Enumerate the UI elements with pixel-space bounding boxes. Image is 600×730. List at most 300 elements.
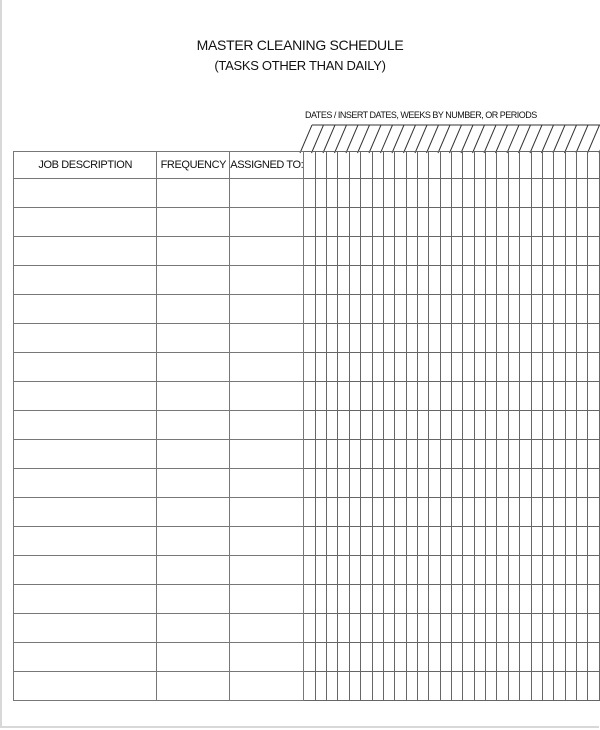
date-header-cell[interactable]	[576, 152, 587, 179]
frequency-cell[interactable]	[157, 382, 230, 411]
date-cell[interactable]	[508, 382, 519, 411]
date-cell[interactable]	[508, 237, 519, 266]
date-cell[interactable]	[417, 382, 428, 411]
date-cell[interactable]	[327, 614, 338, 643]
date-cell[interactable]	[315, 527, 326, 556]
date-cell[interactable]	[542, 556, 553, 585]
date-cell[interactable]	[554, 672, 565, 701]
date-cell[interactable]	[588, 469, 600, 498]
date-cell[interactable]	[383, 411, 394, 440]
date-cell[interactable]	[395, 527, 406, 556]
date-cell[interactable]	[520, 556, 531, 585]
job-description-cell[interactable]	[14, 324, 157, 353]
date-cell[interactable]	[554, 295, 565, 324]
date-cell[interactable]	[463, 411, 474, 440]
date-header-cell[interactable]	[531, 152, 542, 179]
date-cell[interactable]	[327, 527, 338, 556]
date-header-cell[interactable]	[429, 152, 440, 179]
date-cell[interactable]	[542, 498, 553, 527]
date-cell[interactable]	[327, 411, 338, 440]
date-cell[interactable]	[327, 237, 338, 266]
date-header-cell[interactable]	[417, 152, 428, 179]
date-cell[interactable]	[361, 382, 372, 411]
date-cell[interactable]	[327, 266, 338, 295]
date-cell[interactable]	[531, 179, 542, 208]
date-cell[interactable]	[463, 440, 474, 469]
date-cell[interactable]	[349, 179, 360, 208]
date-cell[interactable]	[463, 556, 474, 585]
date-cell[interactable]	[463, 208, 474, 237]
date-cell[interactable]	[440, 556, 451, 585]
date-cell[interactable]	[440, 382, 451, 411]
date-cell[interactable]	[531, 295, 542, 324]
date-cell[interactable]	[315, 353, 326, 382]
date-cell[interactable]	[565, 643, 576, 672]
date-cell[interactable]	[474, 237, 485, 266]
date-cell[interactable]	[497, 556, 508, 585]
frequency-cell[interactable]	[157, 411, 230, 440]
date-cell[interactable]	[338, 411, 349, 440]
date-cell[interactable]	[554, 469, 565, 498]
date-cell[interactable]	[315, 469, 326, 498]
date-cell[interactable]	[383, 237, 394, 266]
date-cell[interactable]	[531, 527, 542, 556]
date-cell[interactable]	[576, 295, 587, 324]
assigned-to-cell[interactable]	[230, 527, 304, 556]
date-cell[interactable]	[417, 353, 428, 382]
date-cell[interactable]	[452, 411, 463, 440]
date-cell[interactable]	[440, 237, 451, 266]
date-cell[interactable]	[327, 469, 338, 498]
date-cell[interactable]	[372, 614, 383, 643]
date-cell[interactable]	[576, 353, 587, 382]
date-cell[interactable]	[417, 411, 428, 440]
date-cell[interactable]	[452, 237, 463, 266]
date-cell[interactable]	[474, 353, 485, 382]
date-cell[interactable]	[429, 672, 440, 701]
date-cell[interactable]	[440, 643, 451, 672]
date-header-cell[interactable]	[486, 152, 497, 179]
date-cell[interactable]	[565, 585, 576, 614]
job-description-cell[interactable]	[14, 585, 157, 614]
date-cell[interactable]	[497, 295, 508, 324]
frequency-cell[interactable]	[157, 556, 230, 585]
date-cell[interactable]	[338, 672, 349, 701]
date-cell[interactable]	[486, 295, 497, 324]
date-cell[interactable]	[531, 411, 542, 440]
date-cell[interactable]	[383, 353, 394, 382]
date-cell[interactable]	[383, 469, 394, 498]
frequency-cell[interactable]	[157, 324, 230, 353]
assigned-to-cell[interactable]	[230, 411, 304, 440]
date-cell[interactable]	[395, 295, 406, 324]
date-cell[interactable]	[452, 324, 463, 353]
date-cell[interactable]	[542, 614, 553, 643]
date-cell[interactable]	[338, 179, 349, 208]
date-cell[interactable]	[508, 498, 519, 527]
date-cell[interactable]	[406, 324, 417, 353]
date-cell[interactable]	[349, 208, 360, 237]
date-cell[interactable]	[440, 353, 451, 382]
date-cell[interactable]	[531, 324, 542, 353]
assigned-to-cell[interactable]	[230, 498, 304, 527]
date-cell[interactable]	[429, 411, 440, 440]
date-cell[interactable]	[304, 585, 315, 614]
date-cell[interactable]	[565, 208, 576, 237]
date-cell[interactable]	[361, 440, 372, 469]
date-cell[interactable]	[463, 295, 474, 324]
date-cell[interactable]	[463, 527, 474, 556]
date-cell[interactable]	[463, 614, 474, 643]
date-cell[interactable]	[531, 382, 542, 411]
date-cell[interactable]	[417, 324, 428, 353]
date-cell[interactable]	[327, 324, 338, 353]
date-cell[interactable]	[486, 614, 497, 643]
date-cell[interactable]	[542, 237, 553, 266]
date-cell[interactable]	[349, 585, 360, 614]
date-cell[interactable]	[576, 527, 587, 556]
date-cell[interactable]	[542, 353, 553, 382]
date-cell[interactable]	[474, 208, 485, 237]
date-cell[interactable]	[417, 237, 428, 266]
date-cell[interactable]	[349, 469, 360, 498]
date-cell[interactable]	[338, 556, 349, 585]
date-cell[interactable]	[406, 643, 417, 672]
date-cell[interactable]	[349, 295, 360, 324]
date-cell[interactable]	[372, 556, 383, 585]
date-cell[interactable]	[452, 672, 463, 701]
date-cell[interactable]	[497, 382, 508, 411]
date-cell[interactable]	[361, 295, 372, 324]
date-cell[interactable]	[304, 382, 315, 411]
date-cell[interactable]	[474, 643, 485, 672]
date-cell[interactable]	[554, 614, 565, 643]
date-cell[interactable]	[429, 556, 440, 585]
date-cell[interactable]	[474, 179, 485, 208]
date-cell[interactable]	[327, 382, 338, 411]
date-cell[interactable]	[508, 266, 519, 295]
date-cell[interactable]	[440, 469, 451, 498]
date-cell[interactable]	[452, 295, 463, 324]
date-cell[interactable]	[304, 469, 315, 498]
date-cell[interactable]	[565, 353, 576, 382]
date-cell[interactable]	[520, 382, 531, 411]
date-cell[interactable]	[508, 411, 519, 440]
date-cell[interactable]	[497, 469, 508, 498]
date-cell[interactable]	[429, 643, 440, 672]
date-cell[interactable]	[497, 179, 508, 208]
date-cell[interactable]	[508, 295, 519, 324]
job-description-cell[interactable]	[14, 556, 157, 585]
date-cell[interactable]	[588, 614, 600, 643]
date-cell[interactable]	[542, 440, 553, 469]
date-cell[interactable]	[452, 382, 463, 411]
date-cell[interactable]	[452, 179, 463, 208]
date-cell[interactable]	[304, 614, 315, 643]
date-cell[interactable]	[565, 469, 576, 498]
assigned-to-cell[interactable]	[230, 469, 304, 498]
date-cell[interactable]	[554, 440, 565, 469]
date-cell[interactable]	[349, 411, 360, 440]
date-cell[interactable]	[497, 585, 508, 614]
date-cell[interactable]	[520, 440, 531, 469]
date-cell[interactable]	[520, 179, 531, 208]
date-cell[interactable]	[429, 208, 440, 237]
date-cell[interactable]	[372, 643, 383, 672]
date-cell[interactable]	[338, 237, 349, 266]
job-description-cell[interactable]	[14, 208, 157, 237]
date-cell[interactable]	[361, 266, 372, 295]
date-cell[interactable]	[542, 382, 553, 411]
date-cell[interactable]	[383, 527, 394, 556]
date-cell[interactable]	[463, 353, 474, 382]
date-cell[interactable]	[440, 585, 451, 614]
date-cell[interactable]	[531, 585, 542, 614]
date-cell[interactable]	[452, 585, 463, 614]
date-cell[interactable]	[554, 237, 565, 266]
job-description-cell[interactable]	[14, 614, 157, 643]
date-cell[interactable]	[565, 672, 576, 701]
date-cell[interactable]	[542, 643, 553, 672]
job-description-cell[interactable]	[14, 353, 157, 382]
date-cell[interactable]	[542, 411, 553, 440]
date-cell[interactable]	[361, 556, 372, 585]
date-cell[interactable]	[372, 382, 383, 411]
date-cell[interactable]	[361, 237, 372, 266]
date-header-cell[interactable]	[383, 152, 394, 179]
job-description-cell[interactable]	[14, 498, 157, 527]
date-cell[interactable]	[531, 469, 542, 498]
date-cell[interactable]	[463, 237, 474, 266]
date-cell[interactable]	[395, 179, 406, 208]
date-cell[interactable]	[406, 353, 417, 382]
date-cell[interactable]	[395, 208, 406, 237]
date-cell[interactable]	[486, 411, 497, 440]
date-cell[interactable]	[554, 411, 565, 440]
date-cell[interactable]	[349, 556, 360, 585]
date-cell[interactable]	[542, 208, 553, 237]
job-description-cell[interactable]	[14, 643, 157, 672]
date-cell[interactable]	[361, 208, 372, 237]
frequency-cell[interactable]	[157, 440, 230, 469]
date-cell[interactable]	[383, 556, 394, 585]
date-cell[interactable]	[429, 469, 440, 498]
date-cell[interactable]	[315, 672, 326, 701]
frequency-cell[interactable]	[157, 469, 230, 498]
date-cell[interactable]	[508, 353, 519, 382]
date-cell[interactable]	[406, 382, 417, 411]
date-cell[interactable]	[372, 237, 383, 266]
date-cell[interactable]	[520, 237, 531, 266]
date-cell[interactable]	[486, 643, 497, 672]
date-cell[interactable]	[588, 411, 600, 440]
date-cell[interactable]	[383, 324, 394, 353]
date-cell[interactable]	[383, 208, 394, 237]
date-cell[interactable]	[406, 440, 417, 469]
assigned-to-cell[interactable]	[230, 556, 304, 585]
date-cell[interactable]	[304, 237, 315, 266]
date-cell[interactable]	[429, 382, 440, 411]
date-cell[interactable]	[508, 556, 519, 585]
date-cell[interactable]	[349, 382, 360, 411]
date-cell[interactable]	[452, 556, 463, 585]
date-cell[interactable]	[576, 411, 587, 440]
date-cell[interactable]	[588, 295, 600, 324]
date-cell[interactable]	[588, 324, 600, 353]
date-cell[interactable]	[372, 672, 383, 701]
date-cell[interactable]	[395, 382, 406, 411]
date-cell[interactable]	[429, 527, 440, 556]
date-cell[interactable]	[520, 353, 531, 382]
date-cell[interactable]	[486, 672, 497, 701]
date-cell[interactable]	[576, 469, 587, 498]
date-cell[interactable]	[315, 411, 326, 440]
job-description-cell[interactable]	[14, 440, 157, 469]
assigned-to-cell[interactable]	[230, 614, 304, 643]
date-cell[interactable]	[395, 324, 406, 353]
frequency-cell[interactable]	[157, 643, 230, 672]
date-cell[interactable]	[406, 498, 417, 527]
date-header-cell[interactable]	[338, 152, 349, 179]
date-cell[interactable]	[588, 440, 600, 469]
date-cell[interactable]	[497, 527, 508, 556]
assigned-to-cell[interactable]	[230, 353, 304, 382]
date-cell[interactable]	[429, 179, 440, 208]
date-cell[interactable]	[383, 382, 394, 411]
date-cell[interactable]	[588, 208, 600, 237]
assigned-to-cell[interactable]	[230, 324, 304, 353]
date-cell[interactable]	[349, 672, 360, 701]
date-cell[interactable]	[474, 295, 485, 324]
date-cell[interactable]	[315, 585, 326, 614]
date-cell[interactable]	[440, 295, 451, 324]
date-cell[interactable]	[474, 266, 485, 295]
date-cell[interactable]	[565, 411, 576, 440]
date-cell[interactable]	[395, 498, 406, 527]
date-cell[interactable]	[361, 672, 372, 701]
date-cell[interactable]	[338, 614, 349, 643]
date-cell[interactable]	[576, 266, 587, 295]
date-cell[interactable]	[497, 411, 508, 440]
assigned-to-cell[interactable]	[230, 266, 304, 295]
date-cell[interactable]	[588, 237, 600, 266]
date-cell[interactable]	[463, 266, 474, 295]
date-cell[interactable]	[531, 643, 542, 672]
date-cell[interactable]	[349, 643, 360, 672]
date-cell[interactable]	[508, 208, 519, 237]
date-cell[interactable]	[508, 527, 519, 556]
date-cell[interactable]	[304, 498, 315, 527]
date-cell[interactable]	[531, 208, 542, 237]
job-description-cell[interactable]	[14, 672, 157, 701]
date-header-cell[interactable]	[361, 152, 372, 179]
date-cell[interactable]	[406, 672, 417, 701]
date-cell[interactable]	[372, 295, 383, 324]
date-header-cell[interactable]	[588, 152, 600, 179]
date-cell[interactable]	[429, 353, 440, 382]
date-cell[interactable]	[554, 643, 565, 672]
date-cell[interactable]	[576, 382, 587, 411]
date-cell[interactable]	[417, 440, 428, 469]
date-cell[interactable]	[361, 643, 372, 672]
date-cell[interactable]	[588, 382, 600, 411]
date-cell[interactable]	[395, 469, 406, 498]
assigned-to-cell[interactable]	[230, 643, 304, 672]
date-cell[interactable]	[361, 324, 372, 353]
date-cell[interactable]	[554, 498, 565, 527]
date-cell[interactable]	[440, 672, 451, 701]
date-cell[interactable]	[508, 440, 519, 469]
date-cell[interactable]	[497, 440, 508, 469]
date-cell[interactable]	[554, 556, 565, 585]
date-cell[interactable]	[520, 295, 531, 324]
date-header-cell[interactable]	[304, 152, 315, 179]
frequency-cell[interactable]	[157, 179, 230, 208]
date-cell[interactable]	[554, 527, 565, 556]
date-cell[interactable]	[338, 498, 349, 527]
date-cell[interactable]	[588, 527, 600, 556]
frequency-cell[interactable]	[157, 208, 230, 237]
date-cell[interactable]	[531, 556, 542, 585]
date-cell[interactable]	[497, 672, 508, 701]
date-cell[interactable]	[576, 179, 587, 208]
date-cell[interactable]	[349, 498, 360, 527]
date-cell[interactable]	[327, 672, 338, 701]
date-cell[interactable]	[576, 556, 587, 585]
date-cell[interactable]	[576, 324, 587, 353]
date-cell[interactable]	[463, 469, 474, 498]
date-cell[interactable]	[554, 208, 565, 237]
date-cell[interactable]	[486, 585, 497, 614]
date-cell[interactable]	[497, 266, 508, 295]
date-cell[interactable]	[486, 179, 497, 208]
date-cell[interactable]	[327, 208, 338, 237]
frequency-cell[interactable]	[157, 498, 230, 527]
date-cell[interactable]	[304, 440, 315, 469]
date-cell[interactable]	[372, 266, 383, 295]
date-cell[interactable]	[588, 556, 600, 585]
date-cell[interactable]	[463, 324, 474, 353]
date-cell[interactable]	[452, 614, 463, 643]
date-header-cell[interactable]	[554, 152, 565, 179]
date-cell[interactable]	[452, 469, 463, 498]
date-cell[interactable]	[304, 266, 315, 295]
date-cell[interactable]	[361, 614, 372, 643]
date-cell[interactable]	[508, 643, 519, 672]
date-cell[interactable]	[463, 585, 474, 614]
date-cell[interactable]	[383, 295, 394, 324]
date-cell[interactable]	[429, 324, 440, 353]
date-cell[interactable]	[520, 614, 531, 643]
date-cell[interactable]	[486, 208, 497, 237]
date-cell[interactable]	[520, 411, 531, 440]
date-cell[interactable]	[588, 672, 600, 701]
date-cell[interactable]	[372, 440, 383, 469]
date-cell[interactable]	[576, 585, 587, 614]
date-cell[interactable]	[440, 498, 451, 527]
date-header-cell[interactable]	[520, 152, 531, 179]
assigned-to-cell[interactable]	[230, 208, 304, 237]
date-header-cell[interactable]	[463, 152, 474, 179]
date-cell[interactable]	[349, 353, 360, 382]
frequency-cell[interactable]	[157, 295, 230, 324]
date-cell[interactable]	[531, 672, 542, 701]
date-cell[interactable]	[349, 527, 360, 556]
frequency-cell[interactable]	[157, 585, 230, 614]
date-cell[interactable]	[520, 585, 531, 614]
date-cell[interactable]	[429, 585, 440, 614]
date-cell[interactable]	[440, 324, 451, 353]
